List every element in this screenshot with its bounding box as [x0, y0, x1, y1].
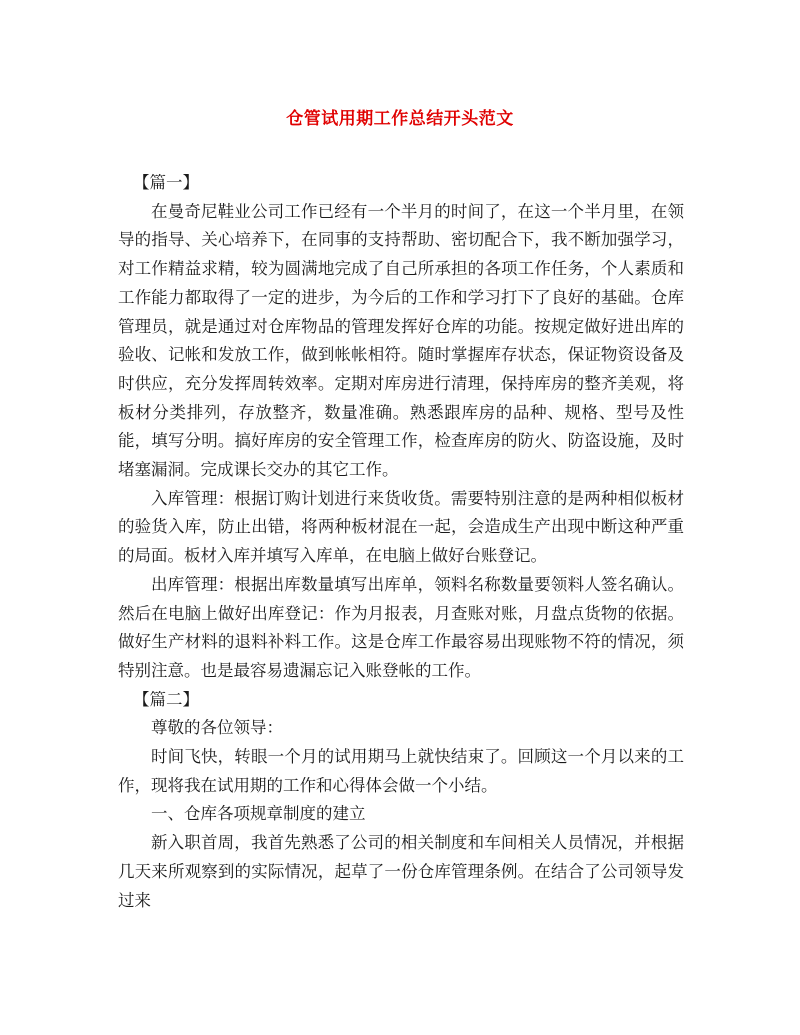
paragraph: 时间飞快，转眼一个月的试用期马上就快结束了。回顾这一个月以来的工作，现将我在试用期的工作和心得体会做一个小结。	[118, 747, 684, 795]
paragraph: 在曼奇尼鞋业公司工作已经有一个半月的时间了，在这一个半月里，在领导的指导、关心培养下，在同事的支持帮助、密切配合下，我不断加强学习，对工作精益求精，较为圆满地完成了自己所承担的各项工作任务，个人素质和工作能力都取得了一定的进步，为今后的工作和学习打下了良好的基础。仓库管理员，就是通过对仓库物品的管理发挥好仓库的功能。按规定做好进出库的验收、记帐和发放工作，做到帐帐相符。随时掌握库存状态，保证物资设备及时供应，充分发挥周转效率。定期对库房进行清理，保持库房的整齐美观，将板材分类排列，存放整齐，数量准确。熟悉跟库房的品种、规格、型号及性能，填写分明。搞好库房的安全管理工作，检查库房的防火、防盗设施，及时堵塞漏洞。完成课长交办的其它工作。	[118, 201, 684, 480]
paragraph: 新入职首周，我首先熟悉了公司的相关制度和车间相关人员情况，并根据几天来所观察到的实际情况，起草了一份仓库管理条例。在结合了公司领导发过来	[118, 833, 684, 910]
paragraph: 一、仓库各项规章制度的建立	[151, 804, 366, 824]
section-heading-1: 【篇一】	[133, 173, 199, 192]
paragraph: 尊敬的各位领导：	[151, 718, 283, 738]
document-title: 仓管试用期工作总结开头范文	[286, 109, 514, 129]
section-heading-2: 【篇二】	[133, 689, 199, 709]
paragraph: 入库管理：根据订购计划进行来货收货。需要特别注意的是两种相似板材的验货入库，防止出错，将两种板材混在一起，会造成生产出现中断这种严重的局面。板材入库并填写入库单，在电脑上做好台账登记。	[118, 488, 684, 566]
paragraph: 出库管理：根据出库数量填写出库单，领料名称数量要领料人签名确认。然后在电脑上做好出库登记：作为月报表，月查账对账，月盘点货物的依据。做好生产材料的退料补料工作。这是仓库工作最容易出现账物不符的情况，须特别注意。也是最容易遗漏忘记入账登帐的工作。	[118, 574, 684, 680]
document-body	[118, 169, 684, 915]
